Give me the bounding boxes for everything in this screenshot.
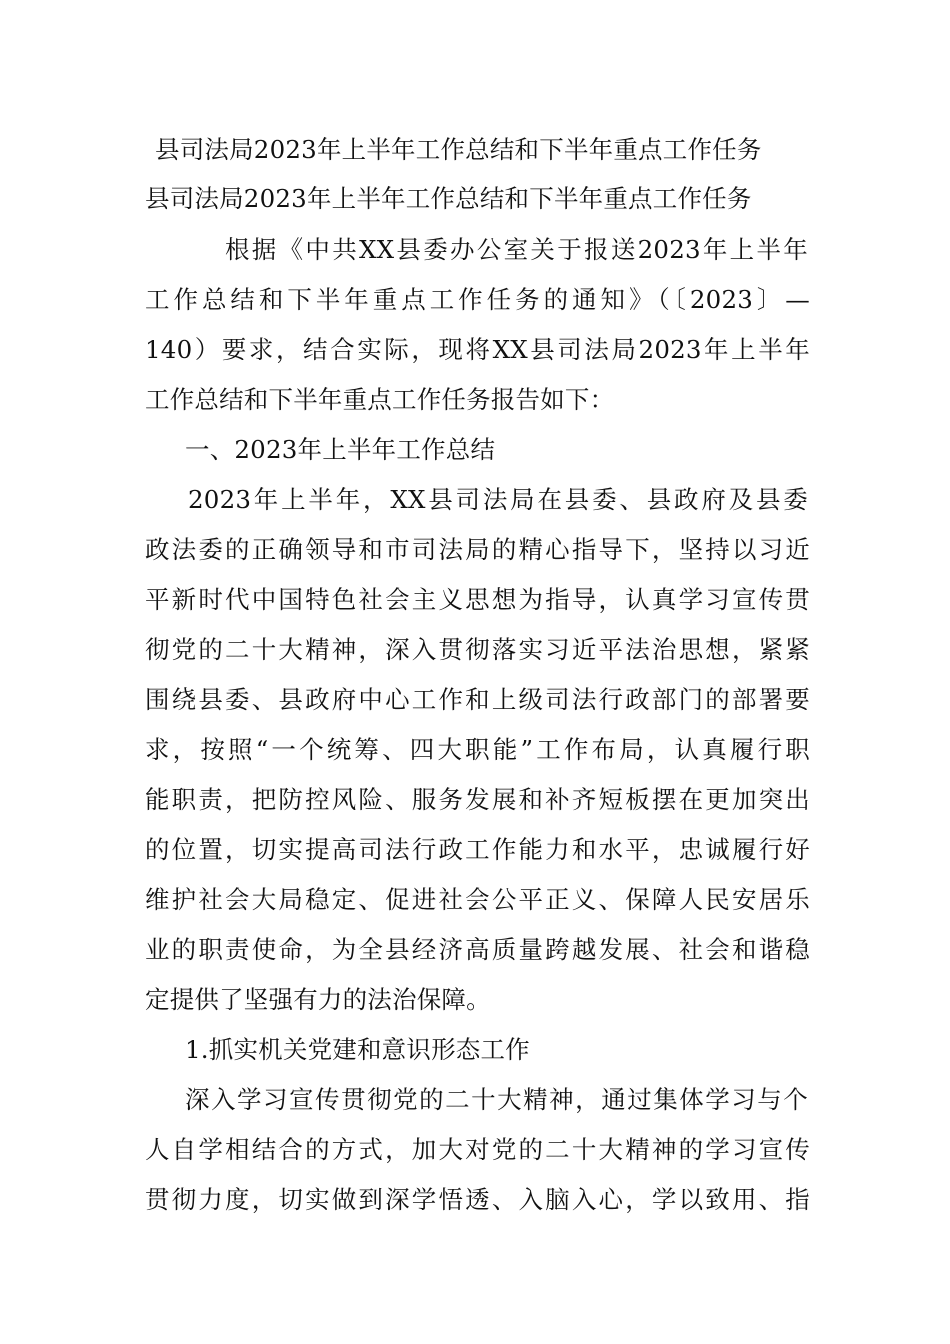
subsection-heading: 1.抓实机关党建和意识形态工作 — [185, 1035, 530, 1064]
subsection-body-line: 深入学习宣传贯彻党的二十大精神，通过集体学习与个 — [185, 1085, 808, 1114]
intro-line: 工作总结和下半年重点工作任务的通知》（〔2023〕— — [145, 285, 810, 314]
section-heading: 一、2023年上半年工作总结 — [185, 435, 496, 464]
subsection-body-line: 人自学相结合的方式，加大对党的二十大精神的学习宣传 — [145, 1135, 810, 1164]
intro-line: 工作总结和下半年重点工作任务报告如下： — [145, 385, 615, 414]
summary-line: 2023年上半年，XX县司法局在县委、县政府及县委 — [188, 485, 808, 514]
summary-line: 维护社会大局稳定、促进社会公平正义、保障人民安居乐 — [145, 885, 810, 914]
document-title-line-1: 县司法局2023年上半年工作总结和下半年重点工作任务 — [155, 135, 762, 164]
summary-line: 彻党的二十大精神，深入贯彻落实习近平法治思想，紧紧 — [145, 635, 810, 664]
summary-line: 平新时代中国特色社会主义思想为指导，认真学习宣传贯 — [145, 585, 810, 614]
summary-line: 业的职责使命，为全县经济高质量跨越发展、社会和谐稳 — [145, 935, 810, 964]
summary-line: 能职责，把防控风险、服务发展和补齐短板摆在更加突出 — [145, 785, 810, 814]
intro-line: 140）要求，结合实际，现将XX县司法局2023年上半年 — [145, 335, 810, 364]
summary-line: 的位置，切实提高司法行政工作能力和水平，忠诚履行好 — [145, 835, 810, 864]
subsection-body-line: 贯彻力度，切实做到深学悟透、入脑入心，学以致用、指 — [145, 1185, 810, 1214]
summary-line: 政法委的正确领导和市司法局的精心指导下，坚持以习近 — [145, 535, 810, 564]
document-title-line-2: 县司法局2023年上半年工作总结和下半年重点工作任务 — [145, 184, 752, 213]
summary-line: 定提供了坚强有力的法治保障。 — [145, 985, 491, 1014]
intro-line: 根据《中共XX县委办公室关于报送2023年上半年 — [225, 235, 808, 264]
summary-line: 围绕县委、县政府中心工作和上级司法行政部门的部署要 — [145, 685, 810, 714]
summary-line: 求，按照“一个统筹、四大职能”工作布局，认真履行职 — [145, 735, 810, 764]
